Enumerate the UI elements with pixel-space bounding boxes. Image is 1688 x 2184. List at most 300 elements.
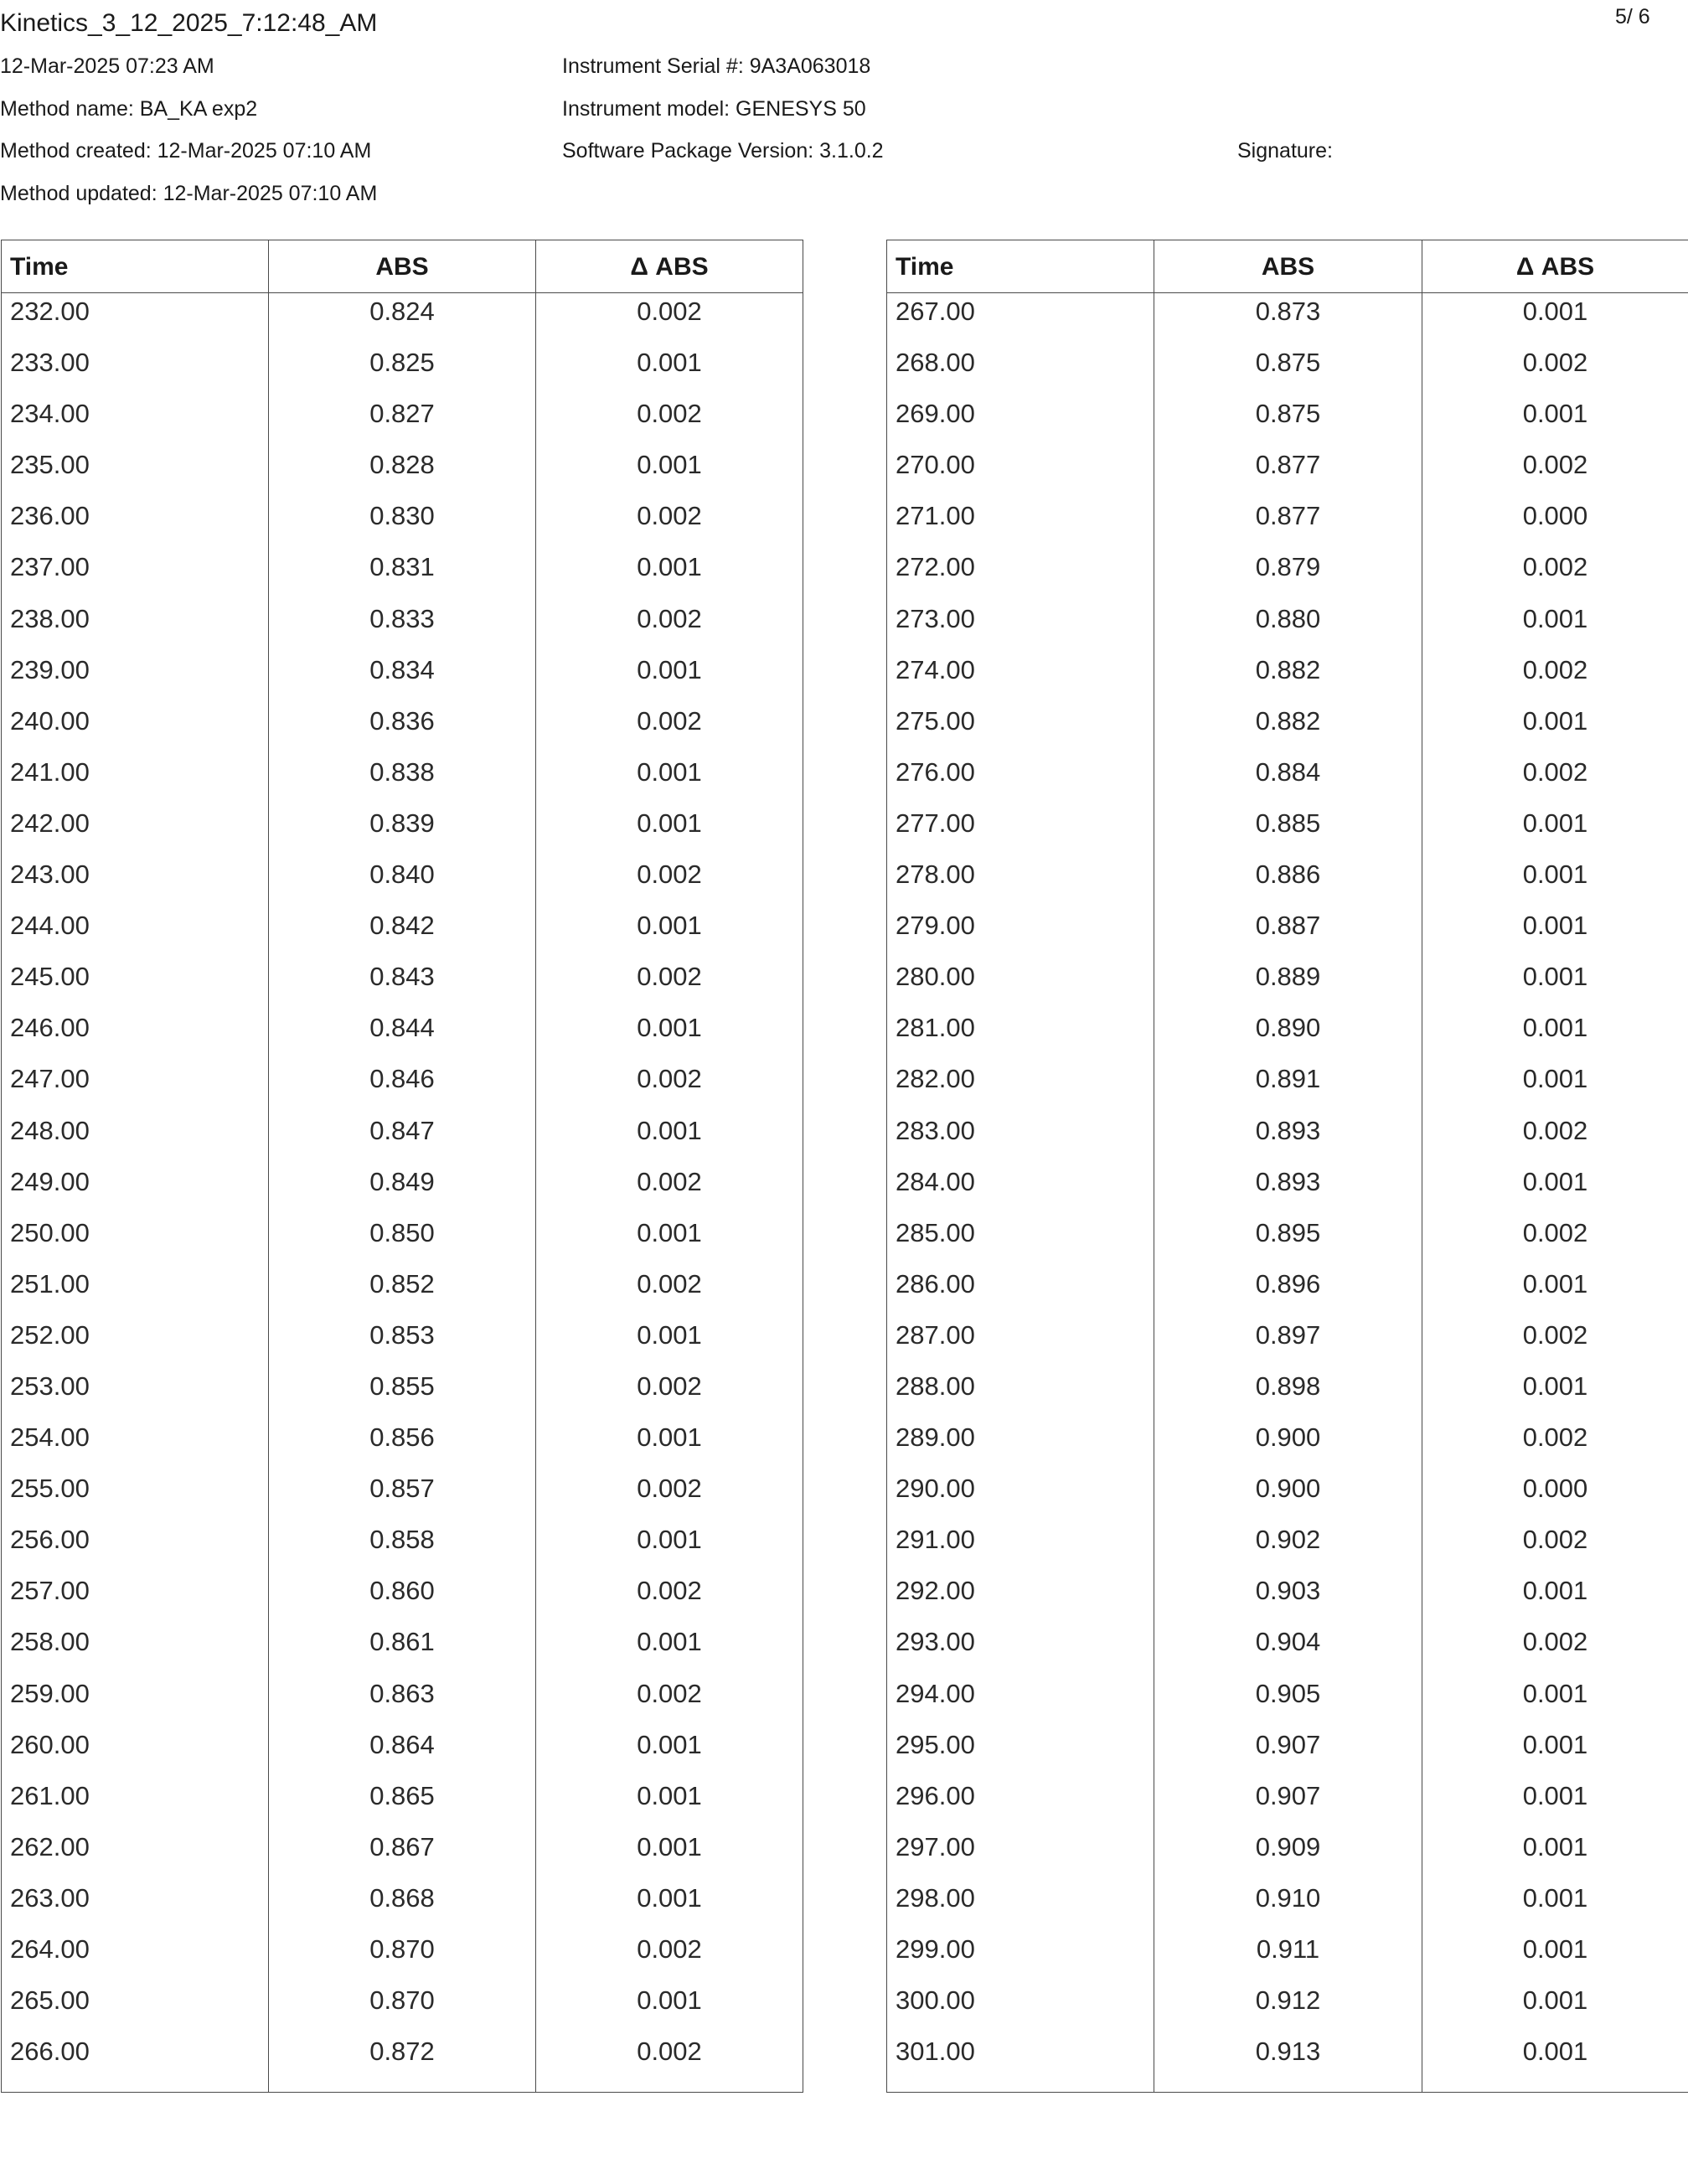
delta-abs-cell: 0.002 [536, 1061, 803, 1112]
time-cell: 281.00 [887, 1009, 1154, 1061]
delta-abs-cell: 0.001 [1422, 601, 1688, 652]
time-cell: 272.00 [887, 549, 1154, 600]
table-row [887, 1368, 1688, 1419]
delta-abs-cell: 0.001 [1422, 1164, 1688, 1215]
delta-abs-cell: 0.002 [536, 1470, 803, 1521]
abs-cell: 0.882 [1154, 652, 1422, 703]
abs-cell: 0.884 [1154, 754, 1422, 805]
table-row [887, 1061, 1688, 1112]
time-cell: 275.00 [887, 703, 1154, 754]
delta-abs-cell: 0.001 [536, 1317, 803, 1368]
time-cell: 284.00 [887, 1164, 1154, 1215]
abs-cell: 0.858 [269, 1521, 536, 1572]
table-row [887, 1009, 1688, 1061]
time-cell: 276.00 [887, 754, 1154, 805]
table-row [887, 1982, 1688, 2033]
table-row [2, 395, 803, 447]
table-row [2, 703, 803, 754]
time-cell: 296.00 [887, 1778, 1154, 1829]
time-cell: 262.00 [2, 1829, 269, 1880]
instrument-model: Instrument model: GENESYS 50 [562, 97, 866, 121]
delta-abs-cell: 0.001 [536, 652, 803, 703]
abs-cell: 0.842 [269, 907, 536, 958]
abs-cell: 0.882 [1154, 703, 1422, 754]
time-cell: 234.00 [2, 395, 269, 447]
abs-cell: 0.856 [269, 1419, 536, 1470]
abs-cell: 0.840 [269, 856, 536, 907]
delta-abs-cell: 0.001 [1422, 395, 1688, 447]
abs-cell: 0.828 [269, 447, 536, 498]
table-row [887, 447, 1688, 498]
time-cell: 253.00 [2, 1368, 269, 1419]
abs-cell: 0.863 [269, 1675, 536, 1727]
table-row [887, 1266, 1688, 1317]
abs-cell: 0.870 [269, 1982, 536, 2033]
time-cell: 292.00 [887, 1572, 1154, 1624]
column-header-time: Time [2, 240, 269, 293]
delta-abs-cell: 0.002 [536, 1931, 803, 1982]
time-cell: 256.00 [2, 1521, 269, 1572]
table-row [887, 1931, 1688, 1982]
abs-cell: 0.902 [1154, 1521, 1422, 1572]
delta-abs-cell: 0.001 [536, 1624, 803, 1675]
time-cell: 240.00 [2, 703, 269, 754]
time-cell: 251.00 [2, 1266, 269, 1317]
abs-cell: 0.877 [1154, 498, 1422, 549]
abs-cell: 0.893 [1154, 1113, 1422, 1164]
time-cell: 293.00 [887, 1624, 1154, 1675]
table-row [2, 958, 803, 1009]
delta-abs-cell: 0.001 [1422, 1931, 1688, 1982]
abs-cell: 0.907 [1154, 1727, 1422, 1778]
time-cell: 294.00 [887, 1675, 1154, 1727]
table-row [2, 344, 803, 395]
time-cell: 278.00 [887, 856, 1154, 907]
time-cell: 283.00 [887, 1113, 1154, 1164]
abs-cell: 0.860 [269, 1572, 536, 1624]
delta-abs-cell: 0.002 [536, 1368, 803, 1419]
table-row [887, 1521, 1688, 1572]
table-row [2, 1778, 803, 1829]
table-row [887, 754, 1688, 805]
delta-abs-cell: 0.001 [536, 1113, 803, 1164]
table-row [887, 856, 1688, 907]
abs-cell: 0.855 [269, 1368, 536, 1419]
time-cell: 282.00 [887, 1061, 1154, 1112]
delta-abs-cell: 0.002 [536, 703, 803, 754]
delta-abs-cell: 0.002 [1422, 1521, 1688, 1572]
delta-abs-cell: 0.002 [1422, 549, 1688, 600]
abs-cell: 0.898 [1154, 1368, 1422, 1419]
time-cell: 271.00 [887, 498, 1154, 549]
abs-cell: 0.905 [1154, 1675, 1422, 1727]
table-row [887, 1419, 1688, 1470]
delta-abs-cell: 0.001 [536, 1982, 803, 2033]
abs-cell: 0.861 [269, 1624, 536, 1675]
time-cell: 277.00 [887, 805, 1154, 856]
table-row [2, 498, 803, 549]
abs-cell: 0.903 [1154, 1572, 1422, 1624]
abs-cell: 0.839 [269, 805, 536, 856]
abs-cell: 0.875 [1154, 395, 1422, 447]
table-row [2, 1061, 803, 1112]
delta-abs-cell: 0.001 [1422, 1061, 1688, 1112]
delta-abs-cell: 0.000 [1422, 1470, 1688, 1521]
time-cell: 232.00 [2, 293, 269, 345]
time-cell: 270.00 [887, 447, 1154, 498]
time-cell: 241.00 [2, 754, 269, 805]
table-row [2, 1009, 803, 1061]
abs-cell: 0.893 [1154, 1164, 1422, 1215]
abs-cell: 0.852 [269, 1266, 536, 1317]
table-row [887, 395, 1688, 447]
table-row [2, 1113, 803, 1164]
table-row [887, 344, 1688, 395]
document-title: Kinetics_3_12_2025_7:12:48_AM [0, 9, 378, 37]
abs-cell: 0.891 [1154, 1061, 1422, 1112]
delta-abs-cell: 0.001 [536, 907, 803, 958]
delta-abs-cell: 0.002 [1422, 1624, 1688, 1675]
table-row [2, 754, 803, 805]
abs-cell: 0.900 [1154, 1470, 1422, 1521]
time-cell: 238.00 [2, 601, 269, 652]
abs-cell: 0.879 [1154, 549, 1422, 600]
table-row [887, 907, 1688, 958]
abs-cell: 0.895 [1154, 1215, 1422, 1266]
table-row [887, 1727, 1688, 1778]
delta-abs-cell: 0.002 [536, 601, 803, 652]
table-row [2, 601, 803, 652]
report-datetime: 12-Mar-2025 07:23 AM [0, 54, 214, 78]
delta-abs-cell: 0.001 [536, 805, 803, 856]
time-cell: 289.00 [887, 1419, 1154, 1470]
abs-cell: 0.844 [269, 1009, 536, 1061]
delta-abs-cell: 0.001 [1422, 1368, 1688, 1419]
abs-cell: 0.872 [269, 2033, 536, 2093]
table-row [2, 1164, 803, 1215]
table-row [2, 1880, 803, 1931]
time-cell: 268.00 [887, 344, 1154, 395]
time-cell: 261.00 [2, 1778, 269, 1829]
abs-cell: 0.886 [1154, 856, 1422, 907]
column-header-abs: ABS [269, 240, 536, 293]
method-name: Method name: BA_KA exp2 [0, 97, 258, 121]
page-number: 5/ 6 [1615, 5, 1650, 28]
time-cell: 233.00 [2, 344, 269, 395]
delta-abs-cell: 0.001 [1422, 2033, 1688, 2093]
table-row [2, 1215, 803, 1266]
time-cell: 266.00 [2, 2033, 269, 2093]
abs-cell: 0.875 [1154, 344, 1422, 395]
delta-abs-cell: 0.001 [1422, 1880, 1688, 1931]
table-row [887, 1215, 1688, 1266]
abs-cell: 0.834 [269, 652, 536, 703]
column-header-time: Time [887, 240, 1154, 293]
time-cell: 264.00 [2, 1931, 269, 1982]
delta-abs-cell: 0.002 [536, 2033, 803, 2093]
delta-abs-cell: 0.001 [1422, 1009, 1688, 1061]
delta-abs-cell: 0.001 [536, 1829, 803, 1880]
table-row [2, 856, 803, 907]
delta-abs-cell: 0.002 [1422, 344, 1688, 395]
abs-cell: 0.889 [1154, 958, 1422, 1009]
abs-cell: 0.824 [269, 293, 536, 345]
delta-abs-cell: 0.001 [1422, 293, 1688, 345]
abs-cell: 0.849 [269, 1164, 536, 1215]
time-cell: 265.00 [2, 1982, 269, 2033]
time-cell: 286.00 [887, 1266, 1154, 1317]
time-cell: 285.00 [887, 1215, 1154, 1266]
abs-cell: 0.867 [269, 1829, 536, 1880]
method-created: Method created: 12-Mar-2025 07:10 AM [0, 139, 372, 163]
delta-abs-cell: 0.001 [1422, 1727, 1688, 1778]
table-header-row [2, 240, 803, 293]
abs-cell: 0.910 [1154, 1880, 1422, 1931]
delta-abs-cell: 0.001 [536, 1880, 803, 1931]
abs-cell: 0.853 [269, 1317, 536, 1368]
delta-abs-cell: 0.001 [536, 1009, 803, 1061]
time-cell: 259.00 [2, 1675, 269, 1727]
abs-cell: 0.877 [1154, 447, 1422, 498]
time-cell: 245.00 [2, 958, 269, 1009]
time-cell: 291.00 [887, 1521, 1154, 1572]
table-row [2, 1521, 803, 1572]
delta-abs-cell: 0.002 [1422, 1419, 1688, 1470]
time-cell: 254.00 [2, 1419, 269, 1470]
time-cell: 249.00 [2, 1164, 269, 1215]
delta-abs-cell: 0.002 [536, 1675, 803, 1727]
abs-cell: 0.896 [1154, 1266, 1422, 1317]
software-version: Software Package Version: 3.1.0.2 [562, 139, 884, 163]
column-header-abs: ABS [1154, 240, 1422, 293]
delta-abs-cell: 0.002 [1422, 1317, 1688, 1368]
abs-cell: 0.846 [269, 1061, 536, 1112]
abs-cell: 0.900 [1154, 1419, 1422, 1470]
abs-cell: 0.836 [269, 703, 536, 754]
delta-abs-cell: 0.002 [536, 1266, 803, 1317]
abs-cell: 0.864 [269, 1727, 536, 1778]
delta-abs-cell: 0.001 [536, 754, 803, 805]
table-row [887, 549, 1688, 600]
table-row [887, 1880, 1688, 1931]
delta-abs-cell: 0.002 [536, 1164, 803, 1215]
table-row [887, 958, 1688, 1009]
abs-cell: 0.911 [1154, 1931, 1422, 1982]
delta-abs-cell: 0.001 [536, 1778, 803, 1829]
abs-cell: 0.912 [1154, 1982, 1422, 2033]
time-cell: 290.00 [887, 1470, 1154, 1521]
abs-cell: 0.843 [269, 958, 536, 1009]
time-cell: 244.00 [2, 907, 269, 958]
table-row [887, 1624, 1688, 1675]
time-cell: 235.00 [2, 447, 269, 498]
table-row [2, 1675, 803, 1727]
time-cell: 263.00 [2, 1880, 269, 1931]
time-cell: 287.00 [887, 1317, 1154, 1368]
table-row [887, 1470, 1688, 1521]
table-row [2, 293, 803, 345]
table-row [887, 652, 1688, 703]
delta-abs-cell: 0.001 [536, 1727, 803, 1778]
abs-cell: 0.857 [269, 1470, 536, 1521]
kinetics-table-right [886, 240, 1688, 2093]
delta-abs-cell: 0.002 [536, 856, 803, 907]
delta-abs-cell: 0.002 [536, 293, 803, 345]
time-cell: 255.00 [2, 1470, 269, 1521]
delta-abs-cell: 0.001 [536, 1419, 803, 1470]
table-row [2, 1317, 803, 1368]
table-row [887, 703, 1688, 754]
table-row [2, 549, 803, 600]
table-row [2, 1419, 803, 1470]
delta-abs-cell: 0.001 [1422, 856, 1688, 907]
delta-abs-cell: 0.002 [536, 498, 803, 549]
table-row [2, 1470, 803, 1521]
table-row [2, 1368, 803, 1419]
time-cell: 295.00 [887, 1727, 1154, 1778]
time-cell: 237.00 [2, 549, 269, 600]
time-cell: 280.00 [887, 958, 1154, 1009]
delta-abs-cell: 0.001 [536, 549, 803, 600]
table-header-row [887, 240, 1688, 293]
column-header-delta-abs: Δ ABS [1422, 240, 1688, 293]
table-row [887, 1572, 1688, 1624]
delta-abs-cell: 0.001 [1422, 1572, 1688, 1624]
abs-cell: 0.838 [269, 754, 536, 805]
time-cell: 250.00 [2, 1215, 269, 1266]
time-cell: 260.00 [2, 1727, 269, 1778]
abs-cell: 0.831 [269, 549, 536, 600]
time-cell: 242.00 [2, 805, 269, 856]
delta-abs-cell: 0.002 [1422, 447, 1688, 498]
time-cell: 248.00 [2, 1113, 269, 1164]
time-cell: 274.00 [887, 652, 1154, 703]
time-cell: 236.00 [2, 498, 269, 549]
table-row [887, 1675, 1688, 1727]
abs-cell: 0.880 [1154, 601, 1422, 652]
time-cell: 279.00 [887, 907, 1154, 958]
delta-abs-cell: 0.002 [536, 1572, 803, 1624]
delta-abs-cell: 0.001 [1422, 1829, 1688, 1880]
delta-abs-cell: 0.001 [536, 1215, 803, 1266]
table-row [887, 1778, 1688, 1829]
abs-cell: 0.827 [269, 395, 536, 447]
time-cell: 246.00 [2, 1009, 269, 1061]
delta-abs-cell: 0.002 [536, 958, 803, 1009]
table-row [2, 652, 803, 703]
table-row [887, 1164, 1688, 1215]
time-cell: 300.00 [887, 1982, 1154, 2033]
delta-abs-cell: 0.001 [536, 344, 803, 395]
table-row [2, 1572, 803, 1624]
abs-cell: 0.870 [269, 1931, 536, 1982]
table-row [2, 447, 803, 498]
delta-abs-cell: 0.001 [1422, 907, 1688, 958]
time-cell: 297.00 [887, 1829, 1154, 1880]
delta-abs-cell: 0.001 [1422, 1982, 1688, 2033]
delta-abs-cell: 0.002 [536, 395, 803, 447]
time-cell: 252.00 [2, 1317, 269, 1368]
table-row [887, 2033, 1688, 2093]
time-cell: 258.00 [2, 1624, 269, 1675]
time-cell: 247.00 [2, 1061, 269, 1112]
delta-abs-cell: 0.002 [1422, 1215, 1688, 1266]
time-cell: 257.00 [2, 1572, 269, 1624]
abs-cell: 0.830 [269, 498, 536, 549]
table-row [2, 1727, 803, 1778]
table-row [887, 293, 1688, 345]
abs-cell: 0.850 [269, 1215, 536, 1266]
signature-label: Signature: [1237, 139, 1333, 163]
time-cell: 298.00 [887, 1880, 1154, 1931]
table-row [887, 1829, 1688, 1880]
abs-cell: 0.904 [1154, 1624, 1422, 1675]
delta-abs-cell: 0.001 [536, 447, 803, 498]
table-row [887, 1317, 1688, 1368]
delta-abs-cell: 0.001 [536, 1521, 803, 1572]
table-row [887, 805, 1688, 856]
delta-abs-cell: 0.001 [1422, 1778, 1688, 1829]
abs-cell: 0.865 [269, 1778, 536, 1829]
table-row [2, 907, 803, 958]
time-cell: 267.00 [887, 293, 1154, 345]
abs-cell: 0.887 [1154, 907, 1422, 958]
table-row [2, 1624, 803, 1675]
abs-cell: 0.847 [269, 1113, 536, 1164]
time-cell: 269.00 [887, 395, 1154, 447]
abs-cell: 0.890 [1154, 1009, 1422, 1061]
table-row [2, 1931, 803, 1982]
delta-abs-cell: 0.001 [1422, 1266, 1688, 1317]
delta-abs-cell: 0.002 [1422, 652, 1688, 703]
table-row [887, 601, 1688, 652]
table-row [2, 1266, 803, 1317]
abs-cell: 0.913 [1154, 2033, 1422, 2093]
table-row [887, 1113, 1688, 1164]
delta-abs-cell: 0.001 [1422, 1675, 1688, 1727]
delta-abs-cell: 0.001 [1422, 805, 1688, 856]
time-cell: 243.00 [2, 856, 269, 907]
abs-cell: 0.825 [269, 344, 536, 395]
time-cell: 239.00 [2, 652, 269, 703]
time-cell: 273.00 [887, 601, 1154, 652]
time-cell: 288.00 [887, 1368, 1154, 1419]
abs-cell: 0.833 [269, 601, 536, 652]
abs-cell: 0.909 [1154, 1829, 1422, 1880]
delta-abs-cell: 0.002 [1422, 754, 1688, 805]
delta-abs-cell: 0.001 [1422, 703, 1688, 754]
table-row [2, 805, 803, 856]
abs-cell: 0.907 [1154, 1778, 1422, 1829]
time-cell: 301.00 [887, 2033, 1154, 2093]
table-row [2, 1982, 803, 2033]
abs-cell: 0.873 [1154, 293, 1422, 345]
abs-cell: 0.868 [269, 1880, 536, 1931]
abs-cell: 0.897 [1154, 1317, 1422, 1368]
delta-abs-cell: 0.000 [1422, 498, 1688, 549]
delta-abs-cell: 0.001 [1422, 958, 1688, 1009]
table-row [2, 1829, 803, 1880]
method-updated: Method updated: 12-Mar-2025 07:10 AM [0, 182, 378, 205]
time-cell: 299.00 [887, 1931, 1154, 1982]
kinetics-table-left [1, 240, 803, 2093]
abs-cell: 0.885 [1154, 805, 1422, 856]
table-row [2, 2033, 803, 2093]
instrument-serial: Instrument Serial #: 9A3A063018 [562, 54, 871, 78]
table-row [887, 498, 1688, 549]
delta-abs-cell: 0.002 [1422, 1113, 1688, 1164]
column-header-delta-abs: Δ ABS [536, 240, 803, 293]
